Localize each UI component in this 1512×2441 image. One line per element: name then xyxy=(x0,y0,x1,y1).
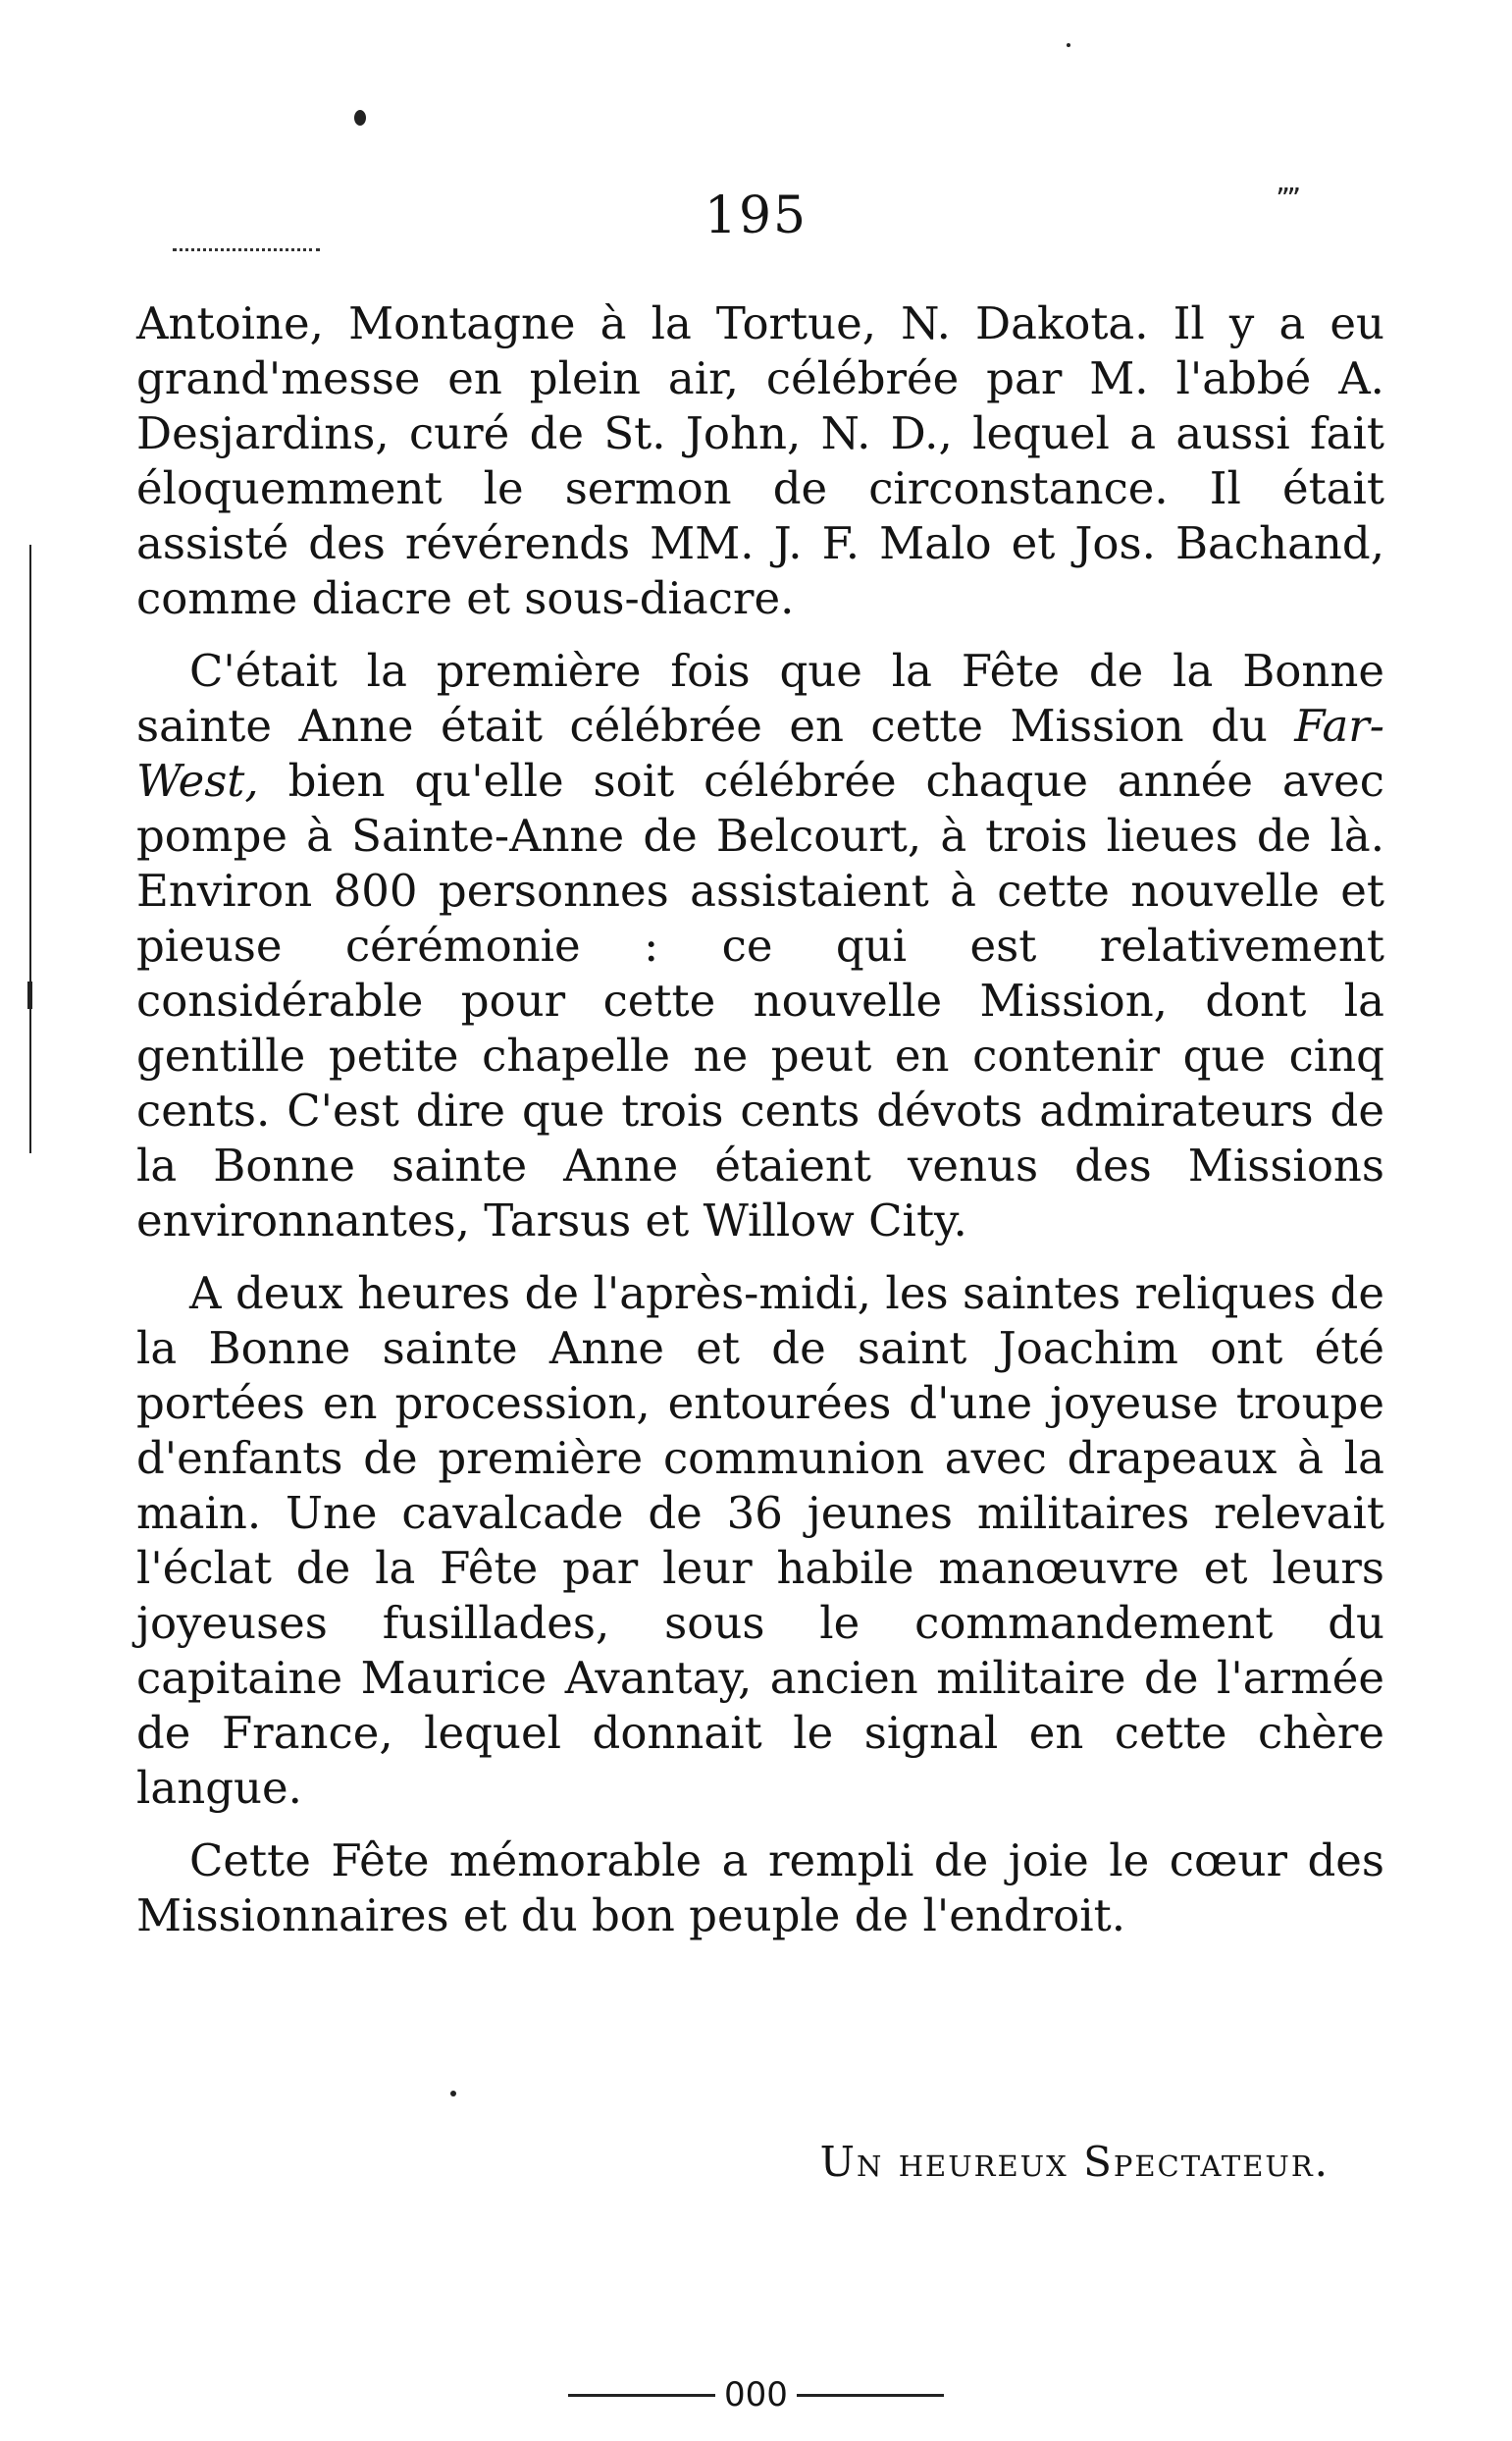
signature: Un heureux Spectateur. xyxy=(819,2138,1330,2186)
paragraph-2-italic: Far-West, xyxy=(136,700,1384,807)
paragraph-2-text-b: bien qu'elle soit célébrée chaque année avec pompe à Sainte-Anne de Belcourt, à trois lieues de là. Environ 800 personnes assistaient à cette nouvelle et pieuse cérémonie : ce qui est relativement considérable pour cette nouvelle Mission, dont la gentille petite chapelle ne peut en contenir que cinq cents. C'est dire que trois cents dévots admirateurs de la Bonne sainte Anne étaient venus des Missions environnantes, Tarsus et Willow City. xyxy=(136,755,1384,1247)
header-dotted-rule xyxy=(173,248,320,251)
paragraph-3: A deux heures de l'après-midi, les saintes reliques de la Bonne sainte Anne et de saint Joachim ont été portées en procession, entourées d'une joyeuse troupe d'enfants de première communion avec drapeaux à la main. Une cavalcade de 36 jeunes militaires relevait l'éclat de la Fête par leur habile manœuvre et leurs joyeuses fusillades, sous le commandement du capitaine Maurice Avantay, ancien militaire de l'armée de France, lequel donnait le signal en cette chère langue. xyxy=(136,1267,1384,1814)
margin-rule xyxy=(29,545,31,1153)
ornament-rule-left xyxy=(568,2394,715,2397)
paragraph-4: Cette Fête mémorable a rempli de joie le cœur des Missionnaires et du bon peuple de l'endroit. xyxy=(136,1834,1384,1941)
footer-ornament xyxy=(0,2375,1512,2414)
paragraph-2-text-a: C'était la première fois que la Fête de la Bonne sainte Anne était célébrée en cette Mission du xyxy=(136,645,1384,752)
article-body xyxy=(136,296,1384,1961)
ornament-rule-right xyxy=(797,2394,944,2397)
paragraph-2 xyxy=(136,644,1384,1248)
ink-speck xyxy=(354,110,366,126)
ornament-mark: 000 xyxy=(724,2375,788,2414)
paragraph-1: Antoine, Montagne à la Tortue, N. Dakota. Il y a eu grand'messe en plein air, célébrée par M. l'abbé A. Desjardins, curé de St. John, N. D., lequel a aussi fait éloquemment le sermon de circonstance. Il était assisté des révérends MM. J. F. Malo et Jos. Bachand, comme diacre et sous-diacre. xyxy=(136,297,1384,624)
ink-speck xyxy=(450,2091,456,2096)
margin-tick xyxy=(27,982,32,1009)
ink-speck xyxy=(1067,43,1070,47)
page-number: 195 xyxy=(704,186,808,245)
header-mark: ʼʼʼʼ xyxy=(1276,183,1298,217)
